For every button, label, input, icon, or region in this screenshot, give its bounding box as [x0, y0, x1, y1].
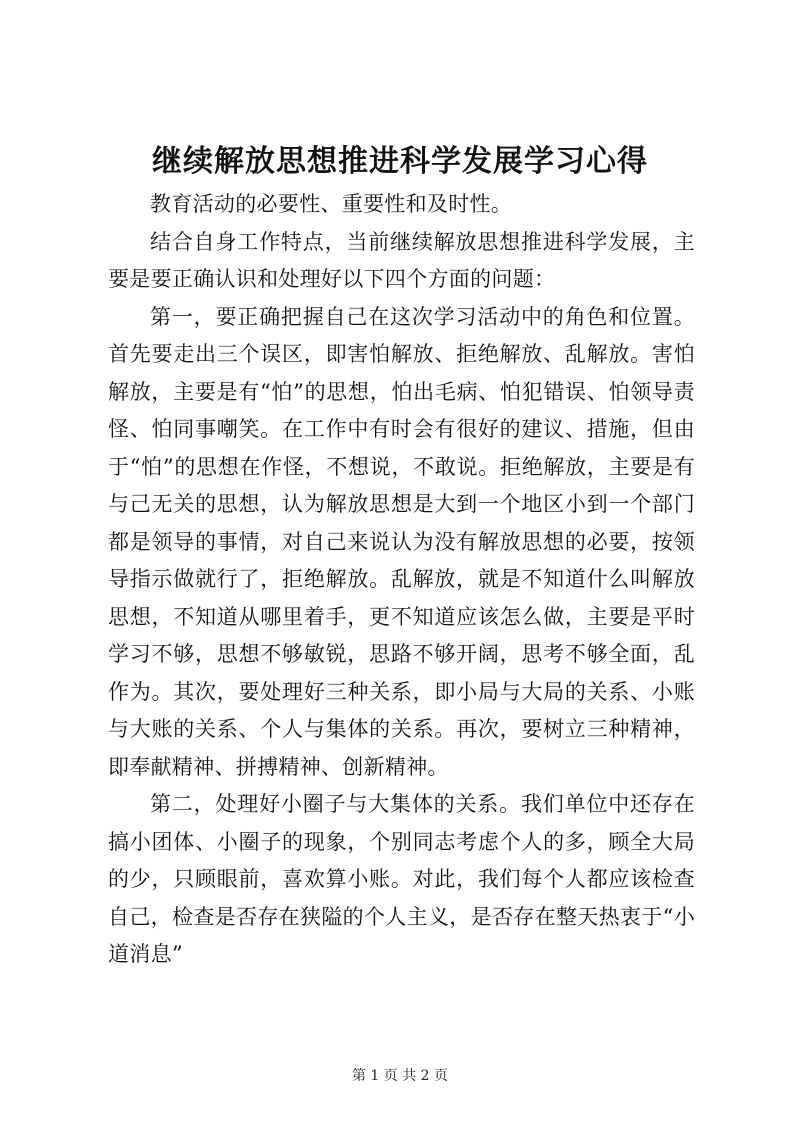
- paragraph-3: 第一，要正确把握自己在这次学习活动中的角色和位置。首先要走出三个误区，即害怕解放、拒绝解放、乱解放。害怕解放，主要是有“怕”的思想，怕出毛病、怕犯错误、怕领导责怪、怕同事嘲笑。在工作中有时会有很好的建议、措施，但由于“怕”的思想在作怪，不想说，不敢说。拒绝解放，主要是有与己无关的思想，认为解放思想是大到一个地区小到一个部门都是领导的事情，对自己来说认为没有解放思想的必要，按领导指示做就行了，拒绝解放。乱解放，就是不知道什么叫解放思想，不知道从哪里着手，更不知道应该怎么做，主要是平时学习不够，思想不够敏锐，思路不够开阔，思考不够全面，乱作为。其次，要处理好三种关系，即小局与大局的关系、小账与大账的关系、个人与集体的关系。再次，要树立三种精神，即奉献精神、拼搏精神、创新精神。: [108, 304, 695, 779]
- paragraph-1: 教育活动的必要性、重要性和及时性。: [150, 192, 513, 216]
- paragraph-4: 第二，处理好小圈子与大集体的关系。我们单位中还存在搞小团体、小圈子的现象，个别同志考虑个人的多，顾全大局的少，只顾眼前，喜欢算小账。对此，我们每个人都应该检查自己，检查是否存在狭隘的个人主义，是否存在整天热衷于“小道消息”: [108, 792, 695, 966]
- document-title: 继续解放思想推进科学发展学习心得: [152, 144, 648, 179]
- paragraph-2: 结合自身工作特点，当前继续解放思想推进科学发展，主要是要正确认识和处理好以下四个方面的问题：: [108, 229, 695, 291]
- document-body: [108, 186, 695, 974]
- page-footer: 第 1 页 共 2 页: [351, 1068, 449, 1084]
